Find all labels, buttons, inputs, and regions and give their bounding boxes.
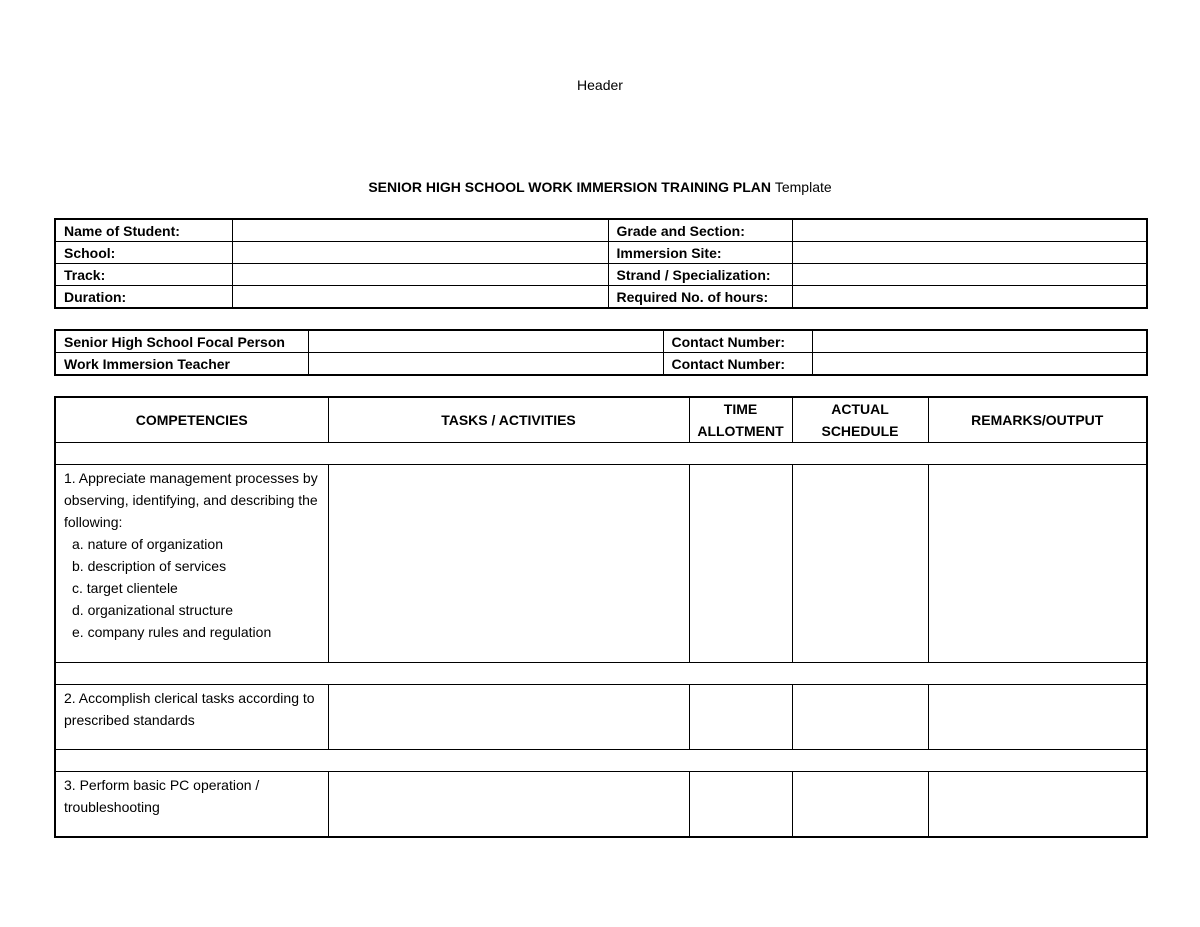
- competency-1-b: b. description of services: [72, 558, 227, 574]
- track-label: Track:: [55, 264, 232, 286]
- hours-label: Required No. of hours:: [608, 286, 792, 309]
- site-label: Immersion Site:: [608, 242, 792, 264]
- spacer-row: [55, 443, 1147, 465]
- school-field[interactable]: [232, 242, 608, 264]
- remarks-cell-3[interactable]: [928, 772, 1147, 837]
- spacer-row: [55, 663, 1147, 685]
- duration-field[interactable]: [232, 286, 608, 309]
- strand-label: Strand / Specialization:: [608, 264, 792, 286]
- track-field[interactable]: [232, 264, 608, 286]
- grade-label: Grade and Section:: [608, 219, 792, 242]
- site-field[interactable]: [792, 242, 1147, 264]
- title-main: SENIOR HIGH SCHOOL WORK IMMERSION TRAINING PLAN: [368, 179, 771, 195]
- spacer-row: [55, 750, 1147, 772]
- time-cell-1[interactable]: [689, 465, 792, 663]
- contact-label-2: Contact Number:: [663, 353, 812, 376]
- page-header: Header: [577, 77, 623, 93]
- competency-1-c: c. target clientele: [72, 580, 178, 596]
- competency-1-e: e. company rules and regulation: [72, 624, 272, 640]
- competency-3: 3. Perform basic PC operation / troubleshooting: [55, 772, 328, 837]
- contacts-table: [54, 329, 1148, 376]
- grade-field[interactable]: [792, 219, 1147, 242]
- focal-person-field[interactable]: [308, 330, 663, 353]
- remarks-cell-2[interactable]: [928, 685, 1147, 750]
- name-label: Name of Student:: [55, 219, 232, 242]
- sched-header-line-1: ACTUAL: [831, 401, 889, 417]
- time-cell-2[interactable]: [689, 685, 792, 750]
- competency-1: [55, 465, 328, 663]
- teacher-field[interactable]: [308, 353, 663, 376]
- time-allotment-header: [689, 397, 792, 443]
- tasks-header: TASKS / ACTIVITIES: [328, 397, 689, 443]
- focal-person-label: Senior High School Focal Person: [55, 330, 308, 353]
- actual-schedule-header: [792, 397, 928, 443]
- remarks-cell-1[interactable]: [928, 465, 1147, 663]
- teacher-label: Work Immersion Teacher: [55, 353, 308, 376]
- competency-2: 2. Accomplish clerical tasks according to prescribed standards: [55, 685, 328, 750]
- competency-1-d: d. organizational structure: [72, 602, 234, 618]
- time-header-line-2: ALLOTMENT: [697, 423, 784, 439]
- strand-field[interactable]: [792, 264, 1147, 286]
- remarks-header: REMARKS/OUTPUT: [928, 397, 1147, 443]
- student-info-table: [54, 218, 1148, 309]
- contact-label-1: Contact Number:: [663, 330, 812, 353]
- schedule-cell-2[interactable]: [792, 685, 928, 750]
- school-label: School:: [55, 242, 232, 264]
- name-field[interactable]: [232, 219, 608, 242]
- competencies-header: COMPETENCIES: [55, 397, 328, 443]
- duration-label: Duration:: [55, 286, 232, 309]
- tasks-cell-2[interactable]: [328, 685, 689, 750]
- tasks-cell-3[interactable]: [328, 772, 689, 837]
- hours-field[interactable]: [792, 286, 1147, 309]
- contact-field-2[interactable]: [812, 353, 1147, 376]
- training-plan-table: [54, 396, 1148, 838]
- schedule-cell-1[interactable]: [792, 465, 928, 663]
- schedule-cell-3[interactable]: [792, 772, 928, 837]
- time-header-line-1: TIME: [723, 401, 758, 417]
- competency-1-a: a. nature of organization: [72, 536, 223, 552]
- competency-1-lead: 1. Appreciate management processes by observing, identifying, and describing the following:: [64, 470, 318, 530]
- sched-header-line-2: SCHEDULE: [821, 423, 899, 439]
- tasks-cell-1[interactable]: [328, 465, 689, 663]
- contact-field-1[interactable]: [812, 330, 1147, 353]
- title-suffix: Template: [774, 179, 832, 195]
- time-cell-3[interactable]: [689, 772, 792, 837]
- document-title: [0, 179, 1200, 195]
